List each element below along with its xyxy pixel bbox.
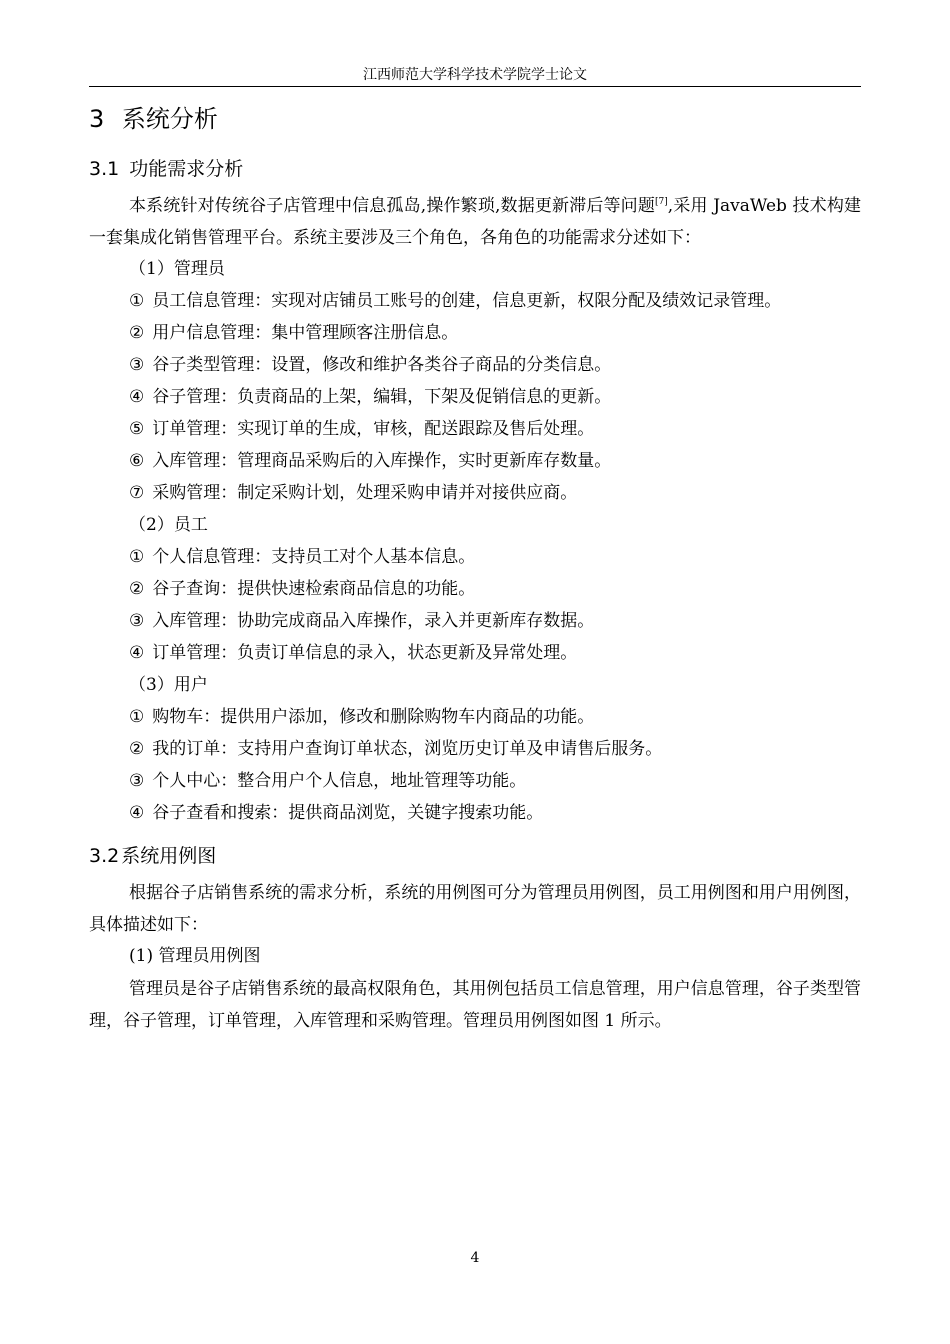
section-number: 3.2 bbox=[89, 845, 120, 867]
list-item: ⑦ 采购管理：制定采购计划，处理采购申请并对接供应商。 bbox=[129, 483, 578, 503]
section-3-2-intro: 根据谷子店销售系统的需求分析，系统的用例图可分为管理员用例图，员工用例图和用户用例图，具体描述如下： bbox=[89, 883, 861, 935]
list-item: ② 谷子查询：提供快速检索商品信息的功能。 bbox=[129, 579, 476, 599]
section-number: 3.1 bbox=[89, 158, 120, 180]
section-3-2-body: 管理员是谷子店销售系统的最高权限角色，其用例包括员工信息管理，用户信息管理，谷子类型管理，谷子管理，订单管理，入库管理和采购管理。管理员用例图如图 1 所示。 bbox=[89, 979, 861, 1031]
chapter-heading bbox=[89, 102, 218, 136]
chapter-number: 3 bbox=[89, 105, 105, 133]
chapter-title: 系统分析 bbox=[121, 105, 218, 133]
role-label-admin: （1）管理员 bbox=[129, 259, 225, 279]
list-item: ① 个人信息管理：支持员工对个人基本信息。 bbox=[129, 547, 476, 567]
list-item: ③ 个人中心：整合用户个人信息，地址管理等功能。 bbox=[129, 771, 527, 791]
list-item: ② 我的订单：支持用户查询订单状态，浏览历史订单及申请售后服务。 bbox=[129, 739, 663, 759]
section-heading-3-2 bbox=[89, 842, 216, 870]
role-label-user: （3）用户 bbox=[129, 675, 208, 695]
list-item: ④ 谷子查看和搜索：提供商品浏览，关键字搜索功能。 bbox=[129, 803, 544, 823]
section-heading-3-1 bbox=[89, 155, 243, 183]
section-3-1-intro: 本系统针对传统谷子店管理中信息孤岛,操作繁琐,数据更新滞后等问题[7],采用 JavaWeb 技术构建一套集成化销售管理平台。系统主要涉及三个角色，各角色的功能需求分述如下： bbox=[89, 196, 861, 248]
list-item: ⑥ 入库管理：管理商品采购后的入库操作，实时更新库存数量。 bbox=[129, 451, 612, 471]
header-divider bbox=[89, 86, 861, 87]
list-item: ④ 订单管理：负责订单信息的录入，状态更新及异常处理。 bbox=[129, 643, 578, 663]
section-title: 系统用例图 bbox=[121, 845, 217, 867]
list-item: ② 用户信息管理：集中管理顾客注册信息。 bbox=[129, 323, 459, 343]
page-number: 4 bbox=[470, 1250, 480, 1266]
list-item: ① 购物车：提供用户添加，修改和删除购物车内商品的功能。 bbox=[129, 707, 595, 727]
list-item: ⑤ 订单管理：实现订单的生成，审核，配送跟踪及售后处理。 bbox=[129, 419, 595, 439]
citation-ref: [7] bbox=[655, 197, 668, 207]
list-item: ④ 谷子管理：负责商品的上架，编辑，下架及促销信息的更新。 bbox=[129, 387, 612, 407]
list-item: ③ 入库管理：协助完成商品入库操作，录入并更新库存数据。 bbox=[129, 611, 595, 631]
section-title: 功能需求分析 bbox=[129, 158, 244, 180]
page-header: 江西师范大学科学技术学院学士论文 bbox=[363, 67, 587, 83]
list-item: ③ 谷子类型管理：设置，修改和维护各类谷子商品的分类信息。 bbox=[129, 355, 612, 375]
role-label-staff: （2）员工 bbox=[129, 515, 208, 535]
subsection-label: (1) 管理员用例图 bbox=[129, 946, 261, 966]
list-item: ① 员工信息管理：实现对店铺员工账号的创建，信息更新，权限分配及绩效记录管理。 bbox=[129, 291, 782, 311]
